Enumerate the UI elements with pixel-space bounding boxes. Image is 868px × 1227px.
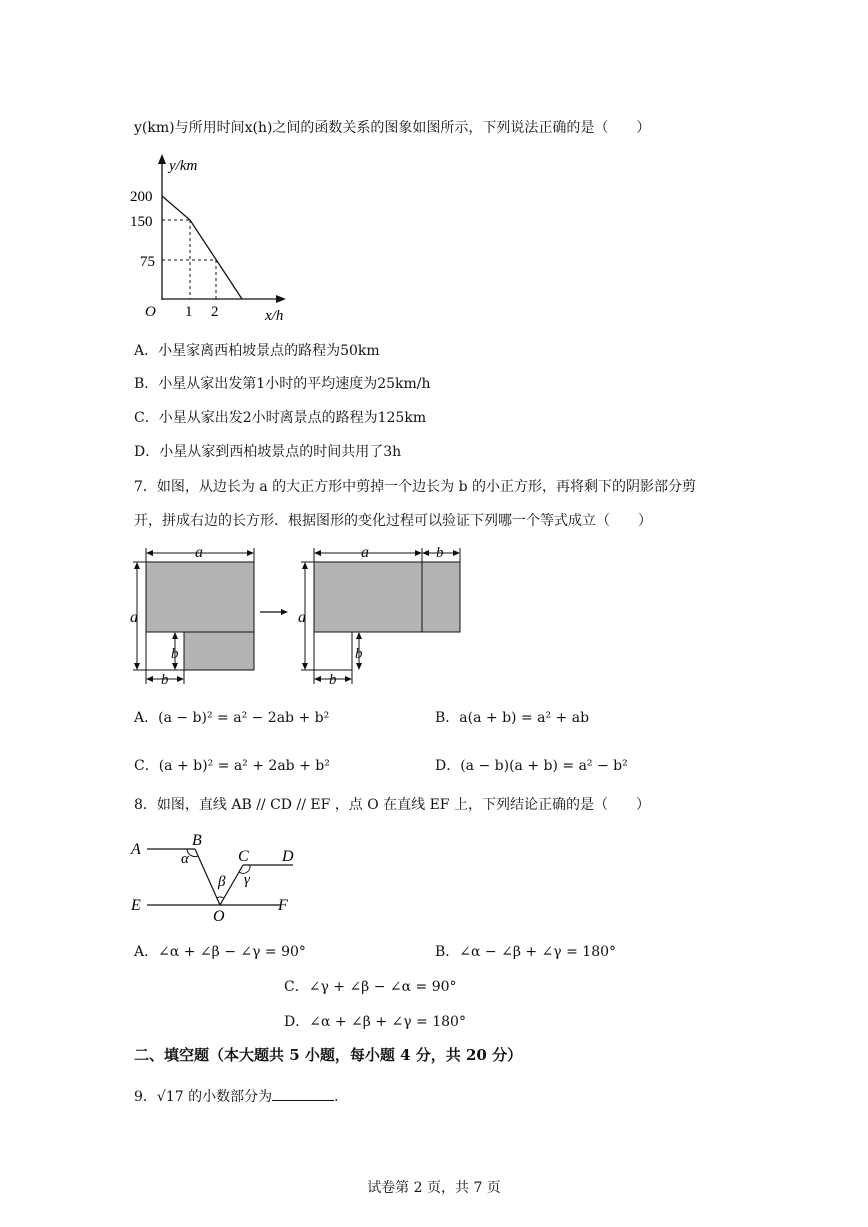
label-e: E: [131, 897, 141, 914]
y-tick-200: 200: [130, 189, 153, 205]
right-side-a: a: [298, 609, 306, 626]
q7-stem-line2: 开，拼成右边的长方形．根据图形的变化过程可以验证下列哪一个等式成立（ ）: [134, 513, 652, 529]
q9-text: 的小数部分为: [183, 1089, 273, 1105]
y-tick-75: 75: [140, 254, 155, 270]
rectangle-empty-square: [314, 632, 352, 670]
label-d: D: [282, 848, 294, 865]
origin-label: O: [145, 304, 156, 320]
q7-stem-line1: 7．如图，从边长为 a 的大正方形中剪掉一个边长为 b 的小正方形，再将剩下的阴影部分剪: [134, 479, 697, 495]
q9-number: 9．: [134, 1089, 157, 1105]
label-gamma: γ: [244, 872, 250, 888]
q9-answer-blank[interactable]: [272, 1086, 334, 1101]
right-top-a: a: [361, 544, 369, 561]
q6-option-d: D．小星从家到西柏坡景点的时间共用了3h: [134, 444, 402, 460]
rectangle-added-piece: [422, 562, 460, 632]
x-tick-2: 2: [211, 304, 219, 320]
y-axis-arrow: [158, 154, 166, 164]
y-axis-label: y/km: [169, 158, 198, 174]
x-axis-arrow: [276, 295, 286, 303]
y-tick-150: 150: [130, 214, 153, 230]
q8-parallel-lines-figure: [125, 828, 325, 928]
label-a: A: [131, 841, 141, 858]
right-top-b: b: [436, 545, 444, 561]
angle-beta-arc: [217, 897, 224, 898]
q9-line: [134, 1086, 348, 1107]
q8-option-d: D．∠α + ∠β + ∠γ = 180°: [284, 1014, 466, 1030]
label-alpha: α: [181, 851, 189, 867]
q6-option-a: A．小星家离西柏坡景点的路程为50km: [134, 343, 380, 359]
big-square-shaded-right: [184, 632, 254, 670]
q9-radical: √17: [156, 1089, 184, 1105]
label-o: O: [213, 908, 225, 925]
q7-option-a: A．(a − b)² = a² − 2ab + b²: [134, 710, 330, 726]
rectangle-main: [314, 562, 422, 632]
label-b: B: [192, 832, 202, 849]
left-side-a: a: [130, 609, 138, 626]
q7-option-c: C．(a + b)² = a² + 2ab + b²: [134, 758, 330, 774]
page-footer: 试卷第 2 页，共 7 页: [367, 1180, 501, 1196]
q8-option-c: C．∠γ + ∠β − ∠α = 90°: [284, 979, 457, 995]
right-inner-b: b: [355, 646, 363, 662]
segment-bo: [195, 849, 220, 905]
label-c: C: [238, 848, 249, 865]
q8-stem: 8．如图，直线 AB // CD // EF ，点 O 在直线 EF 上，下列结论正确的是（ ）: [134, 797, 650, 813]
left-inner-b: b: [171, 646, 179, 662]
label-f: F: [278, 897, 288, 914]
q7-option-b: B．a(a + b) = a² + ab: [435, 710, 590, 726]
label-beta: β: [218, 874, 226, 890]
q6-option-c: C．小星从家出发2小时离景点的路程为125km: [134, 410, 427, 426]
right-bottom-b: b: [329, 672, 337, 688]
x-tick-1: 1: [185, 304, 193, 320]
left-top-a: a: [195, 544, 203, 561]
section-fill-in-title: 二、填空题（本大题共 5 小题，每小题 4 分，共 20 分）: [134, 1046, 523, 1064]
q8-option-a: A．∠α + ∠β − ∠γ = 90°: [134, 944, 306, 960]
q7-squares-figure: [125, 540, 475, 690]
q6-stem: y(km)与所用时间x(h)之间的函数关系的图象如图所示，下列说法正确的是（ ）: [134, 120, 651, 136]
distance-line: [162, 196, 242, 299]
q6-option-b: B．小星从家出发第1小时的平均速度为25km/h: [134, 376, 431, 392]
x-axis-label: x/h: [265, 308, 284, 324]
q8-option-b: B．∠α − ∠β + ∠γ = 180°: [435, 944, 617, 960]
q9-period: ．: [334, 1089, 349, 1105]
left-bottom-b: b: [161, 672, 169, 688]
big-square-shaded-top: [146, 562, 254, 632]
q6-distance-time-graph: [125, 150, 305, 330]
q7-option-d: D．(a − b)(a + b) = a² − b²: [435, 758, 628, 774]
